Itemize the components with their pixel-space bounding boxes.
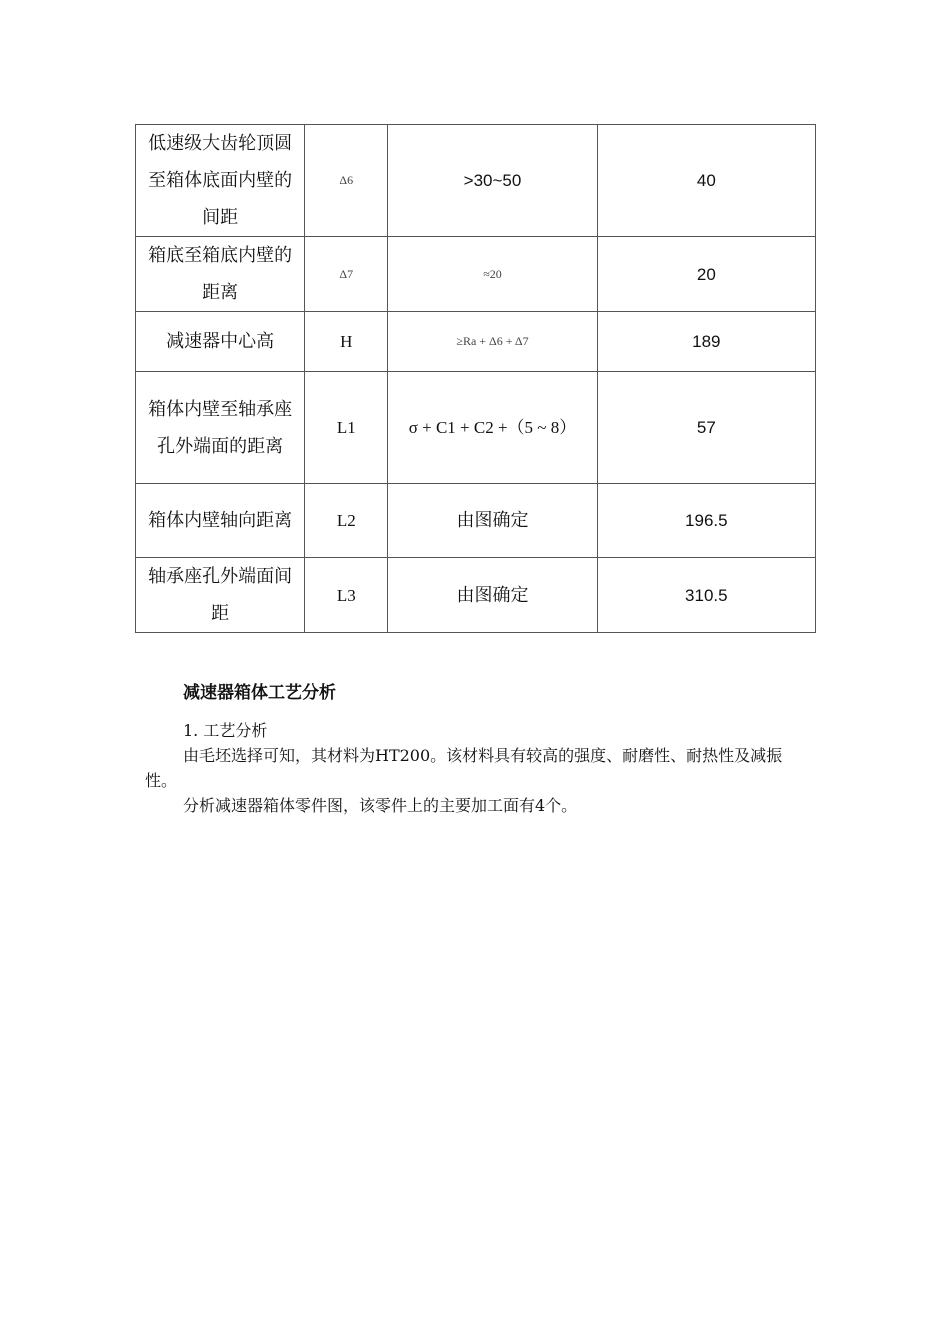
param-formula-cell: >30~50 [388,125,597,237]
table-row [136,312,816,372]
param-name-cell: 低速级大齿轮顶圆至箱体底面内壁的间距 [136,125,305,237]
param-value-cell: 189 [597,312,815,372]
param-symbol-cell: L2 [305,484,388,558]
param-value-cell: 57 [597,372,815,484]
param-name-cell: 箱底至箱底内壁的距离 [136,237,305,312]
reducer-housing-dimension-table [135,124,816,633]
param-formula-cell: ≥Ra + Δ6 + Δ7 [388,312,597,372]
param-formula-cell: 由图确定 [388,484,597,558]
table-row [136,372,816,484]
param-symbol-cell: L3 [305,558,388,633]
table-row [136,484,816,558]
param-formula-cell: ≈20 [388,237,597,312]
param-value-cell: 310.5 [597,558,815,633]
param-name-cell: 减速器中心高 [136,312,305,372]
param-name-cell: 箱体内壁轴向距离 [136,484,305,558]
table-row [136,237,816,312]
section-heading: 减速器箱体工艺分析 [183,683,336,703]
numbered-item: 1. 工艺分析 [183,721,268,740]
table-row [136,125,816,237]
param-name-cell: 轴承座孔外端面间距 [136,558,305,633]
param-value-cell: 20 [597,237,815,312]
param-symbol-cell: Δ7 [305,237,388,312]
body-paragraph: 由毛坯选择可知，其材料为HT200。该材料具有较高的强度、耐磨性、耐热性及减振性。 [145,746,783,790]
param-symbol-cell: H [305,312,388,372]
param-name-cell: 箱体内壁至轴承座孔外端面的距离 [136,372,305,484]
param-symbol-cell: L1 [305,372,388,484]
body-paragraph: 分析减速器箱体零件图，该零件上的主要加工面有4个。 [183,796,578,815]
param-symbol-cell: Δ6 [305,125,388,237]
param-value-cell: 196.5 [597,484,815,558]
param-formula-cell: σ + C1 + C2 +（5 ~ 8） [388,372,597,484]
table-row [136,558,816,633]
param-formula-cell: 由图确定 [388,558,597,633]
param-value-cell: 40 [597,125,815,237]
